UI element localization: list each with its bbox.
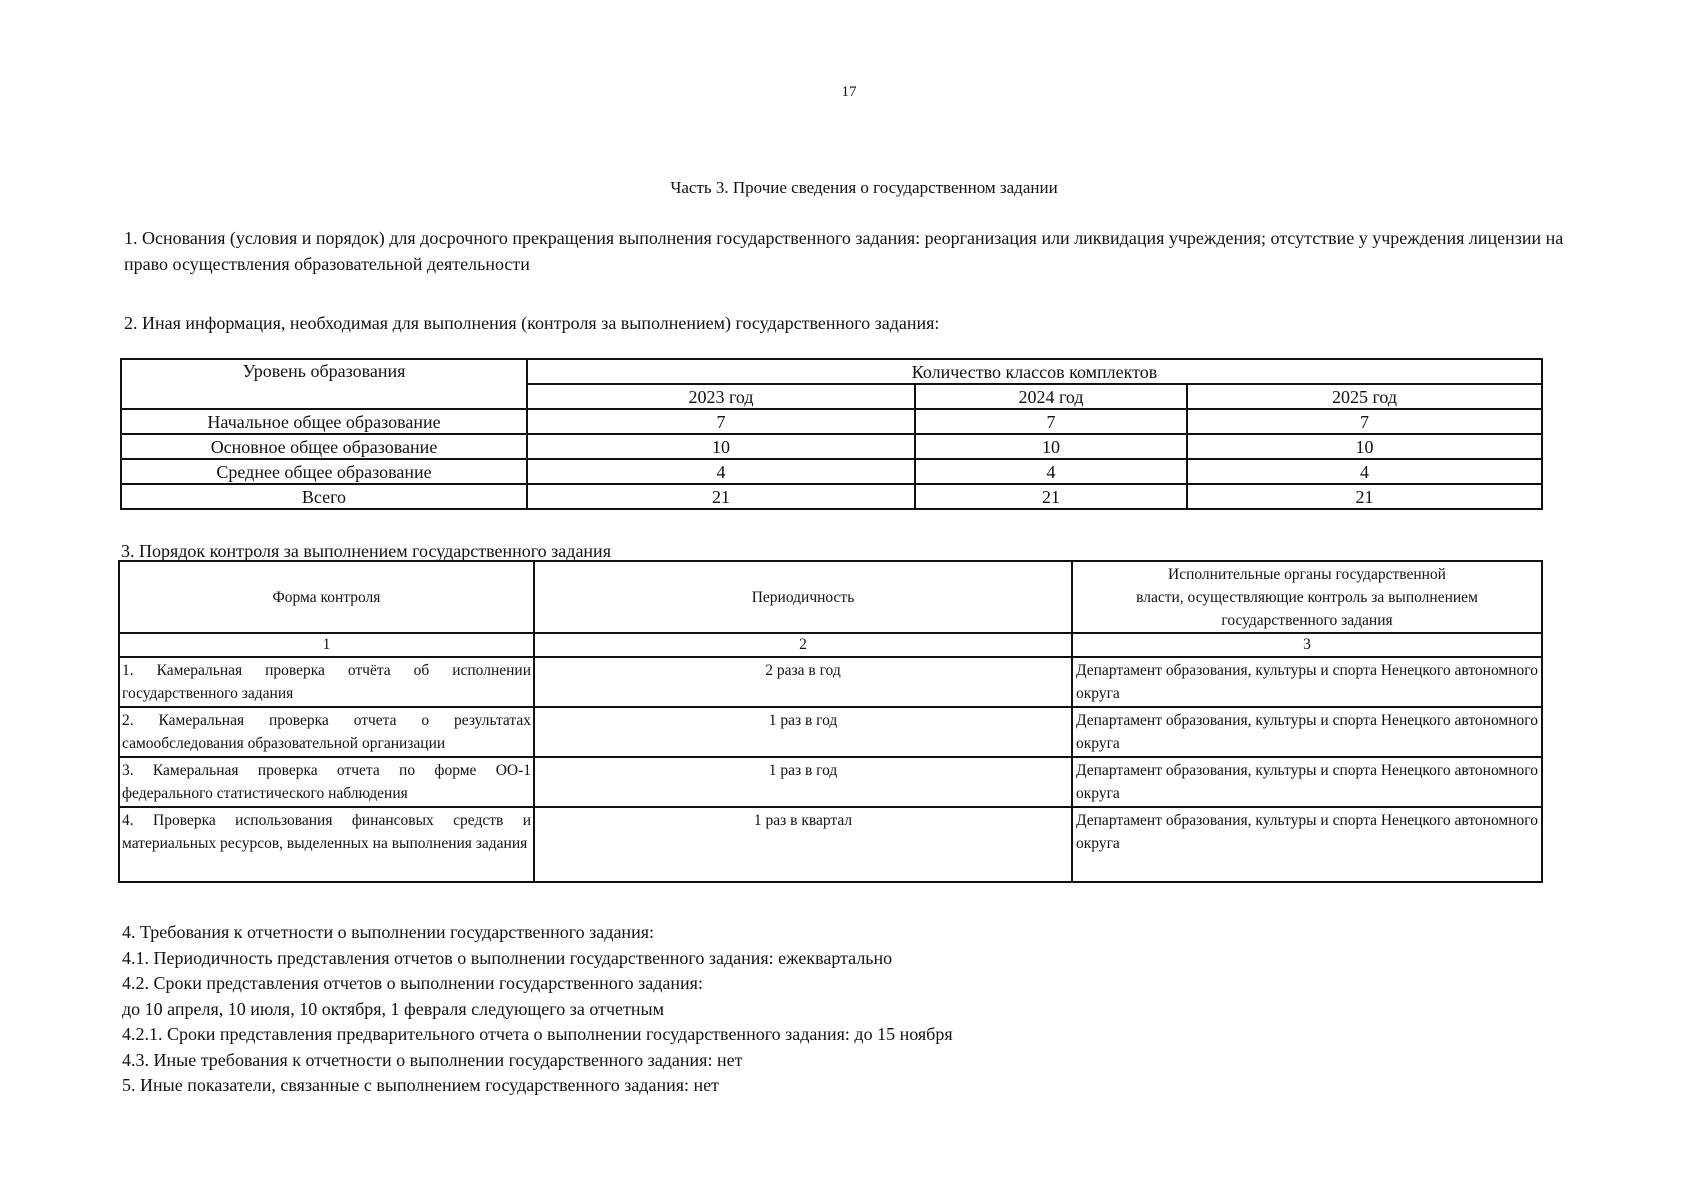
requirement-line: до 10 апреля, 10 июля, 10 октября, 1 февраля следующего за отчетным — [122, 998, 664, 1019]
column-number: 3 — [1072, 633, 1542, 657]
page-number: 17 — [841, 84, 857, 100]
table-row — [121, 434, 1542, 459]
period-cell: 2 раза в год — [534, 657, 1072, 707]
table-row — [119, 757, 1542, 807]
form-cell: 3. Камеральная проверка отчета по форме ОО-1 федерального статистического наблюдения — [119, 757, 534, 807]
header-form: Форма контроля — [119, 561, 534, 633]
classes-count-table — [120, 358, 1543, 510]
header-level: Уровень образования — [121, 359, 527, 409]
level-cell: Всего — [121, 484, 527, 509]
section-1-text: 1. Основания (условия и порядок) для досрочного прекращения выполнения государственного задания: реорганизация или ликвидация учреждения; отсутствие у учреждения лицензии на право осуществления образовательной деятельности — [124, 228, 1564, 274]
header-authority-line: государственного задания — [1221, 611, 1393, 629]
table-row — [119, 657, 1542, 707]
level-cell: Начальное общее образование — [121, 409, 527, 434]
header-authority-line: власти, осуществляющие контроль за выполнением — [1136, 588, 1478, 606]
value-cell: 7 — [915, 409, 1187, 434]
value-cell: 7 — [1187, 409, 1542, 434]
header-year: 2025 год — [1187, 384, 1542, 409]
table-row — [119, 707, 1542, 757]
control-table — [118, 560, 1543, 883]
header-count: Количество классов комплектов — [527, 359, 1542, 384]
value-cell: 4 — [527, 459, 915, 484]
header-year: 2023 год — [527, 384, 915, 409]
table-row-total — [121, 484, 1542, 509]
requirement-line: 4.3. Иные требования к отчетности о выполнении государственного задания: нет — [122, 1049, 743, 1070]
section-3-text: 3. Порядок контроля за выполнением государственного задания — [121, 541, 611, 561]
value-cell: 21 — [1187, 484, 1542, 509]
level-cell: Среднее общее образование — [121, 459, 527, 484]
column-number: 1 — [119, 633, 534, 657]
form-cell: 2. Камеральная проверка отчета о результатах самообследования образовательной организации — [119, 707, 534, 757]
header-authority-line: Исполнительные органы государственной — [1168, 565, 1446, 583]
form-cell: 4. Проверка использования финансовых средств и материальных ресурсов, выделенных на выполнения задания — [119, 807, 534, 882]
authority-cell: Департамент образования, культуры и спорта Ненецкого автономного округа — [1072, 757, 1542, 807]
part-title: Часть 3. Прочие сведения о государственном задании — [670, 178, 1058, 197]
level-cell: Основное общее образование — [121, 434, 527, 459]
authority-cell: Департамент образования, культуры и спорта Ненецкого автономного округа — [1072, 707, 1542, 757]
value-cell: 10 — [915, 434, 1187, 459]
value-cell: 10 — [1187, 434, 1542, 459]
value-cell: 21 — [915, 484, 1187, 509]
value-cell: 4 — [1187, 459, 1542, 484]
column-number: 2 — [534, 633, 1072, 657]
authority-cell: Департамент образования, культуры и спорта Ненецкого автономного округа — [1072, 657, 1542, 707]
authority-cell: Департамент образования, культуры и спорта Ненецкого автономного округа — [1072, 807, 1542, 882]
header-period: Периодичность — [534, 561, 1072, 633]
requirement-line: 4.2. Сроки представления отчетов о выполнении государственного задания: — [122, 973, 703, 993]
header-authority — [1072, 561, 1542, 633]
period-cell: 1 раз в год — [534, 757, 1072, 807]
value-cell: 10 — [527, 434, 915, 459]
section-2-text: 2. Иная информация, необходимая для выполнения (контроля за выполнением) государственного задания: — [124, 313, 940, 333]
table-row — [121, 459, 1542, 484]
requirement-line: 4.1. Периодичность представления отчетов о выполнении государственного задания: ежеквартально — [122, 947, 893, 968]
requirement-line: 4.2.1. Сроки представления предварительного отчета о выполнении государственного задания: до 15 ноября — [122, 1024, 953, 1044]
requirement-line: 4. Требования к отчетности о выполнении государственного задания: — [122, 922, 654, 942]
table-row — [121, 409, 1542, 434]
period-cell: 1 раз в квартал — [534, 807, 1072, 882]
requirement-line: 5. Иные показатели, связанные с выполнением государственного задания: нет — [122, 1075, 719, 1095]
table-row — [119, 807, 1542, 882]
header-year: 2024 год — [915, 384, 1187, 409]
value-cell: 7 — [527, 409, 915, 434]
period-cell: 1 раз в год — [534, 707, 1072, 757]
form-cell: 1. Камеральная проверка отчёта об исполнении государственного задания — [119, 657, 534, 707]
value-cell: 4 — [915, 459, 1187, 484]
value-cell: 21 — [527, 484, 915, 509]
requirements-block — [122, 920, 953, 1099]
